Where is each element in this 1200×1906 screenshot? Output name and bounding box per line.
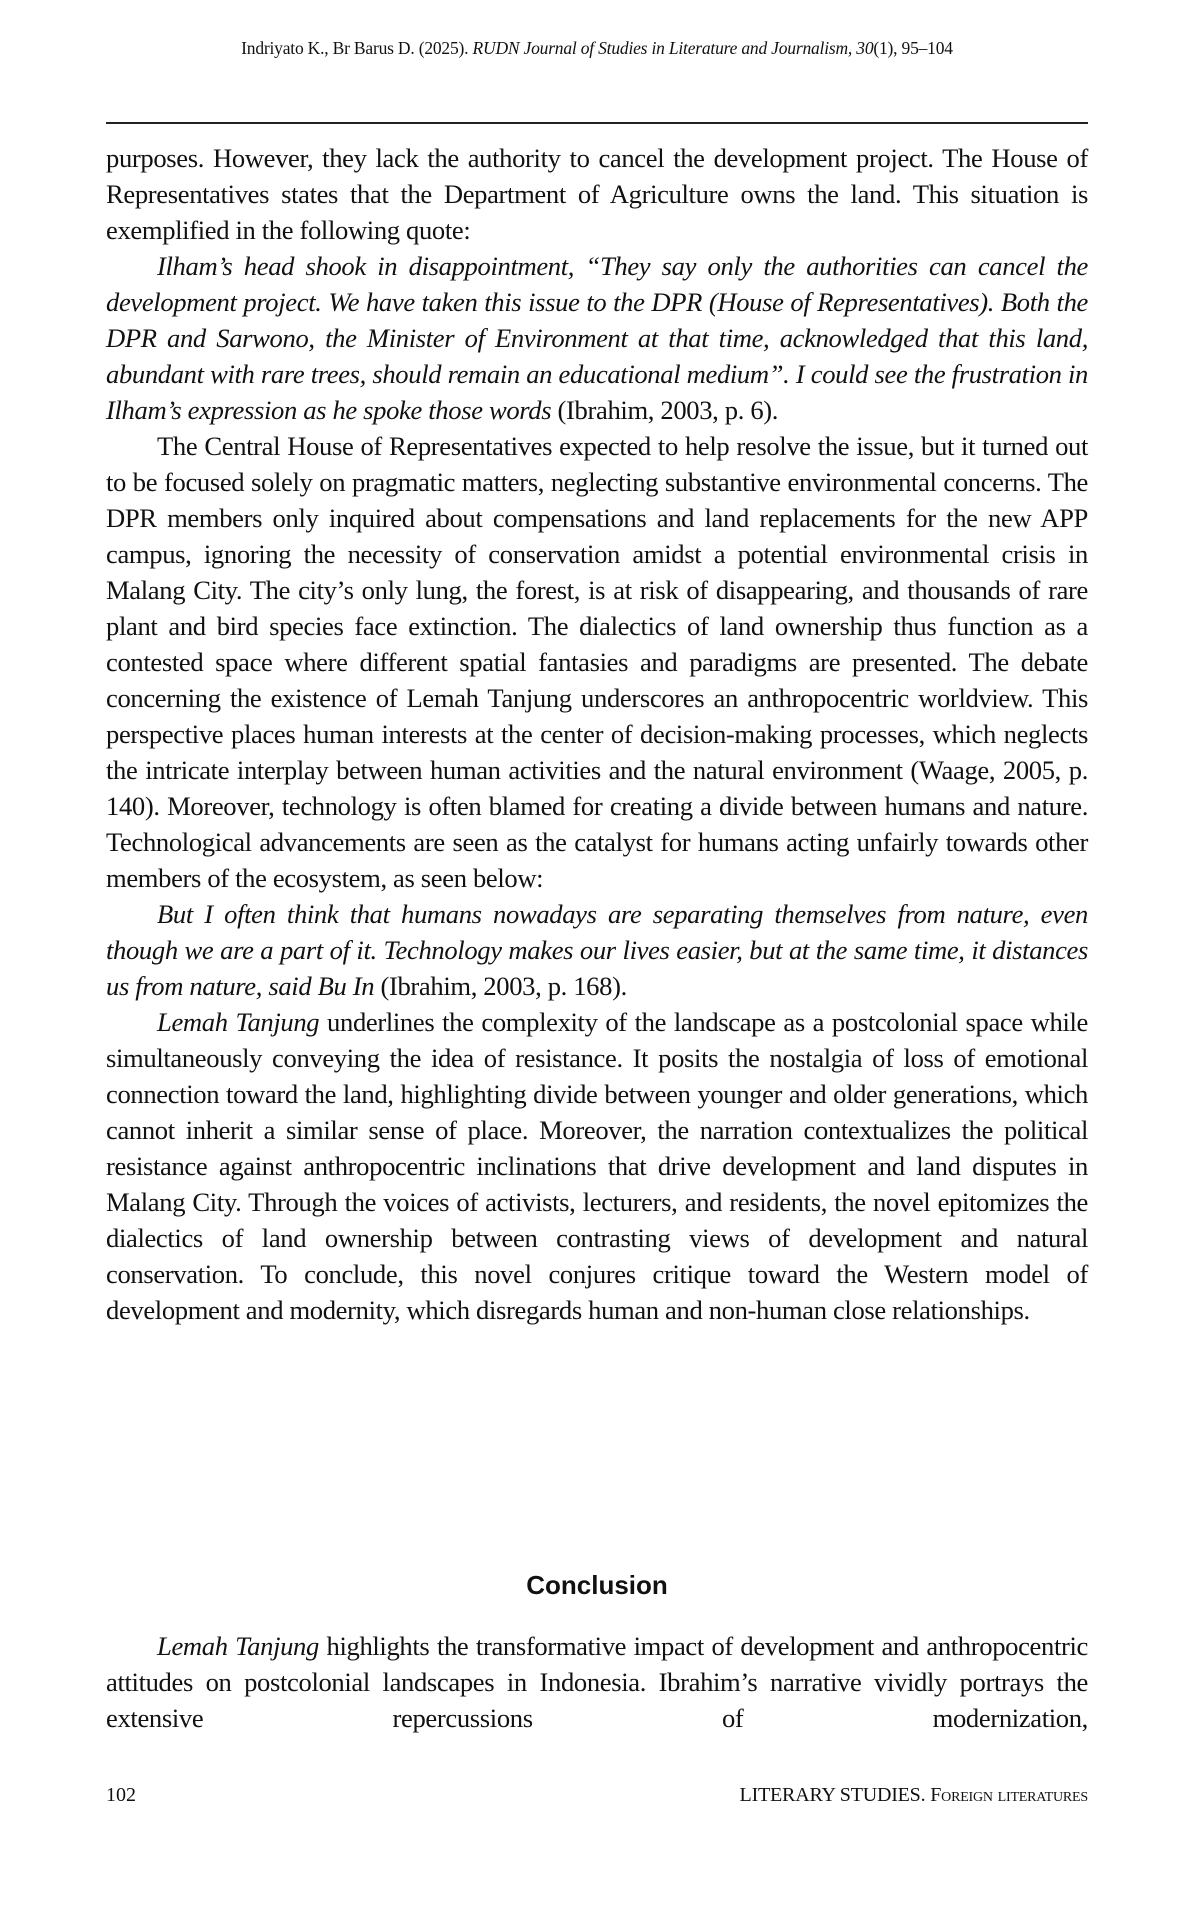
- footer-section-title: LITERARY STUDIES.: [739, 1784, 931, 1806]
- quote-text: Ilham’s head shook in disappointment, “They say only the authorities can cancel the development project. We have taken this issue to the DPR (House of Representatives). Both the DPR and Sarwono, the Minister of Environment at that time, acknowledged that this land, abundant with rare trees, should remain an educational medium”. I could see the frustration in Ilham’s expression as he spoke those words: [106, 251, 1088, 425]
- header-issue-pages: (1), 95–104: [873, 38, 953, 58]
- running-header: [108, 38, 1086, 59]
- novel-title: Lemah Tanjung: [157, 1007, 320, 1037]
- block-quote-1: [106, 248, 1088, 428]
- paragraph-text: highlights the transformative impact of development and anthropocentric attitudes on postcolonial landscapes in Indonesia. Ibrahim’s narrative vividly portrays the extensive repercussions of modernization,: [106, 1631, 1088, 1733]
- section-heading-conclusion: Conclusion: [526, 1570, 668, 1600]
- paragraph-central-house: The Central House of Representatives expected to help resolve the issue, but it turned out to be focused solely on pragmatic matters, neglecting substantive environmental concerns. The DPR members only inquired about compensations and land replacements for the new APP campus, ignoring the necessity of conservation amidst a potential environmental crisis in Malang City. The city’s only lung, the forest, is at risk of disappearing, and thousands of rare plant and bird species face extinction. The dialectics of land ownership thus function as a contested space where different spatial fantasies and paradigms are presented. The debate concerning the existence of Lemah Tanjung underscores an anthropocentric worldview. This perspective places human interests at the center of decision-making processes, which neglects the intricate interplay between human activities and the natural environment (Waage, 2005, p. 140). Moreover, technology is often blamed for creating a divide between humans and nature. Technological advancements are seen as the catalyst for humans acting unfairly towards other members of the ecosystem, as seen below:: [106, 431, 1088, 893]
- block-quote-2: [106, 896, 1088, 1004]
- novel-title: Lemah Tanjung: [157, 1631, 319, 1661]
- conclusion-body: [106, 1628, 1088, 1736]
- page-number: 102: [106, 1784, 136, 1806]
- header-divider: [106, 122, 1088, 124]
- quote-citation: (Ibrahim, 2003, p. 6).: [551, 395, 779, 425]
- conclusion-paragraph: [106, 1628, 1088, 1736]
- article-body: [106, 140, 1088, 1328]
- running-footer-section: [740, 1784, 1088, 1807]
- footer-subsection-initial: F: [930, 1784, 942, 1806]
- header-journal-title: RUDN Journal of Studies in Literature and Journalism, 30: [472, 38, 874, 58]
- paragraph-continuation: purposes. However, they lack the authority to cancel the development project. The House of Representatives states that the Department of Agriculture owns the land. This situation is exemplified in the following quote:: [106, 143, 1088, 245]
- paragraph-text: underlines the complexity of the landscape as a postcolonial space while simultaneously conveying the idea of resistance. It posits the nostalgia of loss of emotional connection toward the land, highlighting divide between younger and older generations, which cannot inherit a similar sense of place. Moreover, the narration contextualizes the political resistance against anthropocentric inclinations that drive development and land disputes in Malang City. Through the voices of activists, lecturers, and residents, the novel epitomizes the dialectics of land ownership between contrasting views of development and natural conservation. To conclude, this novel conjures critique toward the Western model of development and modernity, which disregards human and non-human close relationships.: [106, 1007, 1088, 1325]
- paragraph-postcolonial-space: [106, 1004, 1088, 1328]
- footer-subsection-rest: oreign literatures: [941, 1784, 1088, 1806]
- header-citation-authors: Indriyato K., Br Barus D. (2025).: [241, 38, 473, 58]
- quote-text: But I often think that humans nowadays are separating themselves from nature, even though we are a part of it. Technology makes our lives easier, but at the same time, it distances us from nature, said Bu In: [106, 899, 1088, 1001]
- quote-citation: (Ibrahim, 2003, p. 168).: [374, 971, 627, 1001]
